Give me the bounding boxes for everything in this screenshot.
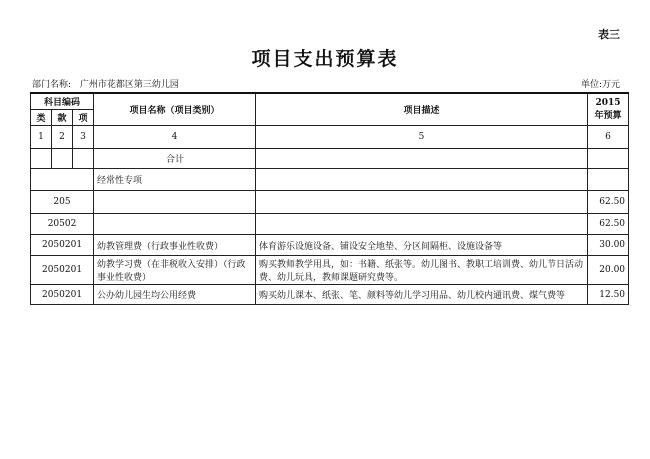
table-row — [31, 235, 629, 256]
unit-label: 单位:万元 — [580, 80, 620, 90]
budget-cell: 30.00 — [588, 235, 629, 256]
department-value: 广州市花都区第三幼儿园 — [79, 80, 179, 90]
project-desc-cell: 购买教师教学用具，如：书籍、纸张等。幼儿图书、教职工培训费、幼儿节日活动费、幼儿玩具，教师课题研究费等。 — [256, 256, 588, 285]
project-name-cell: 幼教学习费（在非税收入安排）（行政事业性收费） — [94, 256, 256, 285]
department-label: 部门名称: — [32, 80, 72, 90]
project-desc-cell: 购买幼儿课本、纸张、笔、颜料等幼儿学习用品、幼儿校内通讯费、煤气费等 — [256, 285, 588, 305]
subject-code-cell: 205 — [31, 191, 94, 214]
table-row — [31, 214, 629, 235]
table-number-label: 表三 — [598, 28, 620, 41]
column-number: 3 — [73, 126, 94, 149]
budget-cell — [588, 169, 629, 191]
table-row — [31, 285, 629, 305]
subject-code-cell: 2050201 — [31, 285, 94, 305]
column-number: 6 — [588, 126, 629, 149]
project-desc-cell — [256, 149, 588, 169]
subject-code-cell: 2050201 — [31, 235, 94, 256]
budget-cell: 62.50 — [588, 214, 629, 235]
budget-cell: 12.50 — [588, 285, 629, 305]
xiang-header: 项 — [73, 110, 94, 126]
budget-cell: 20.00 — [588, 256, 629, 285]
project-name-cell: 幼教管理费（行政事业性收费） — [94, 235, 256, 256]
subject-code-cell — [31, 169, 94, 191]
project-name-cell — [94, 214, 256, 235]
budget-cell — [588, 149, 629, 169]
table-row — [31, 256, 629, 285]
project-name-cell: 合计 — [94, 149, 256, 169]
subject-code-cell: 20502 — [31, 214, 94, 235]
project-name-cell: 经常性专项 — [94, 169, 256, 191]
budget-header: 2015年预算 — [588, 93, 629, 126]
project-name-header: 项目名称（项目类别） — [94, 93, 256, 126]
table-row — [31, 149, 629, 169]
subject-code-cell: 2050201 — [31, 256, 94, 285]
project-desc-cell: 体育游乐设施设备、铺设安全地垫、分区间隔柜、设施设备等 — [256, 235, 588, 256]
department-line — [32, 77, 179, 90]
project-desc-header: 项目描述 — [256, 93, 588, 126]
lei-header: 类 — [31, 110, 52, 126]
subject-code-header: 科目编码 — [31, 93, 94, 110]
column-number: 2 — [52, 126, 73, 149]
column-number: 4 — [94, 126, 256, 149]
project-desc-cell — [256, 169, 588, 191]
project-name-cell — [94, 191, 256, 214]
column-number: 1 — [31, 126, 52, 149]
project-desc-cell — [256, 191, 588, 214]
table-row — [31, 191, 629, 214]
budget-table — [30, 92, 629, 305]
column-number: 5 — [256, 126, 588, 149]
kuan-header: 款 — [52, 110, 73, 126]
table-row — [31, 169, 629, 191]
project-name-cell: 公办幼儿园生均公用经费 — [94, 285, 256, 305]
page-title: 项目支出预算表 — [251, 48, 399, 70]
budget-cell: 62.50 — [588, 191, 629, 214]
project-desc-cell — [256, 214, 588, 235]
